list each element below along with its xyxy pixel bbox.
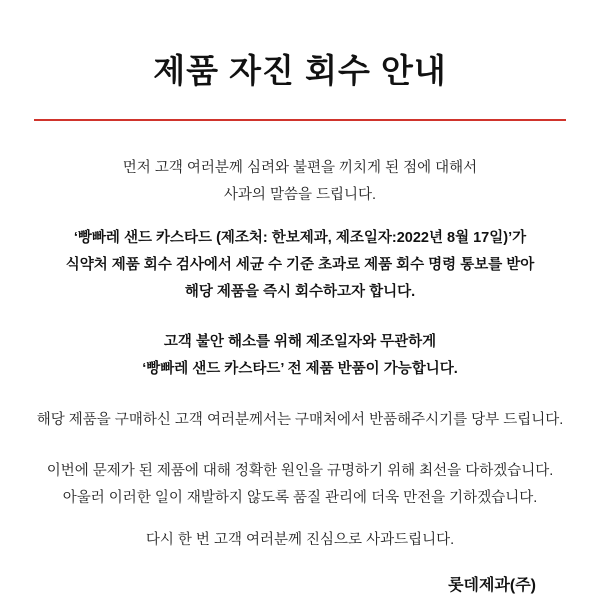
paragraph-line: ‘빵빠레 샌드 카스타드’ 전 제품 반품이 가능합니다.: [142, 361, 458, 378]
paragraph-line: 먼저 고객 여러분께 심려와 불편을 끼치게 된 점에 대해서: [122, 160, 478, 177]
company-signature: 롯데제과(주): [448, 577, 536, 595]
page-title: 제품 자진 회수 안내: [153, 52, 447, 89]
paragraph-line: 다시 한 번 고객 여러분께 진심으로 사과드립니다.: [145, 532, 455, 549]
paragraph-line: 고객 불안 해소를 위해 제조일자와 무관하게: [163, 334, 437, 351]
paragraph-line: 해당 제품을 구매하신 고객 여러분께서는 구매처에서 반품해주시기를 당부 드립니다.: [36, 411, 564, 428]
paragraph-line: 식약처 제품 회수 검사에서 세균 수 기준 초과로 제품 회수 명령 통보를 받아: [65, 256, 535, 273]
paragraph-line: 이번에 문제가 된 제품에 대해 정확한 원인을 규명하기 위해 최선을 다하겠습니다.: [46, 462, 554, 479]
notice-body: [28, 155, 572, 572]
paragraph-purchase-return: [28, 407, 572, 434]
paragraph-line: 해당 제품을 즉시 회수하고자 합니다.: [184, 283, 416, 300]
paragraph-line: 아울러 이러한 일이 재발하지 않도록 품질 관리에 더욱 만전을 기하겠습니다.: [62, 489, 538, 506]
paragraph-return-policy: [28, 329, 572, 383]
title-divider: [34, 119, 566, 121]
paragraph-closing-apology: [28, 527, 572, 554]
paragraph-recall-reason: [28, 225, 572, 305]
paragraph-line: 사과의 말씀을 드립니다.: [223, 187, 377, 204]
paragraph-cause-investigation: [28, 458, 572, 512]
paragraph-line: ‘빵빠레 샌드 카스타드 (제조처: 한보제과, 제조일자:2022년 8월 17일)’가: [73, 229, 527, 246]
paragraph-apology: [28, 155, 572, 209]
